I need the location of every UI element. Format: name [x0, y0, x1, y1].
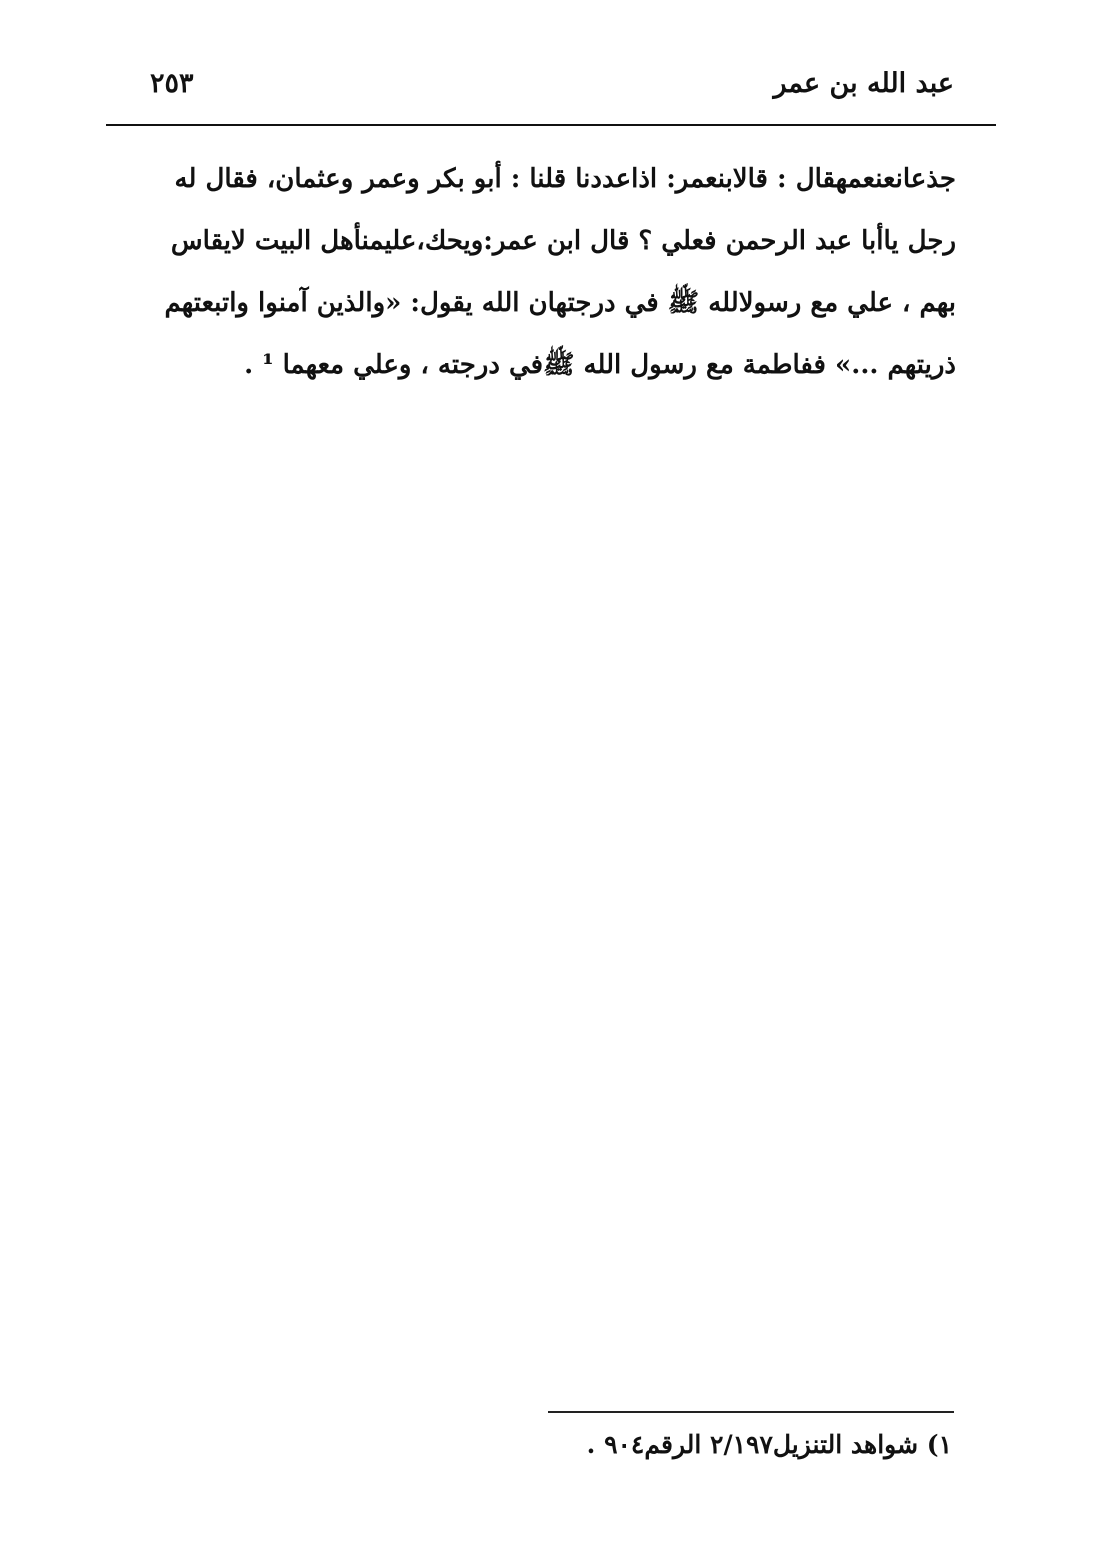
main-paragraph — [136, 148, 956, 396]
paragraph-line: ذريتهم ...» ففاطمة مع رسول الله ﷺفي درجته ، وعلي معهما ¹ . — [244, 350, 956, 380]
footnote: ١) شواهد التنزيل٢/١٩٧ الرقم٩٠٤ . — [586, 1430, 952, 1459]
paragraph-line: رجل ياأبا عبد الرحمن فعلي ؟ قال ابن عمر:ويحك،عليمنأهل البيت لايقاس — [170, 226, 956, 256]
paragraph-line: بهم ، علي مع رسولالله ﷺ في درجتهان الله يقول: «والذين آمنوا واتبعتهم — [164, 288, 956, 318]
chapter-title: عبد الله بن عمر — [773, 68, 954, 99]
page-number: ٢٥٣ — [150, 68, 194, 99]
header-divider — [106, 124, 996, 126]
paragraph-line: جذعانعنعمهقال : قالابنعمر: اذاعددنا قلنا : أبو بكر وعمر وعثمان، فقال له — [174, 164, 956, 194]
footnote-divider — [548, 1411, 954, 1413]
